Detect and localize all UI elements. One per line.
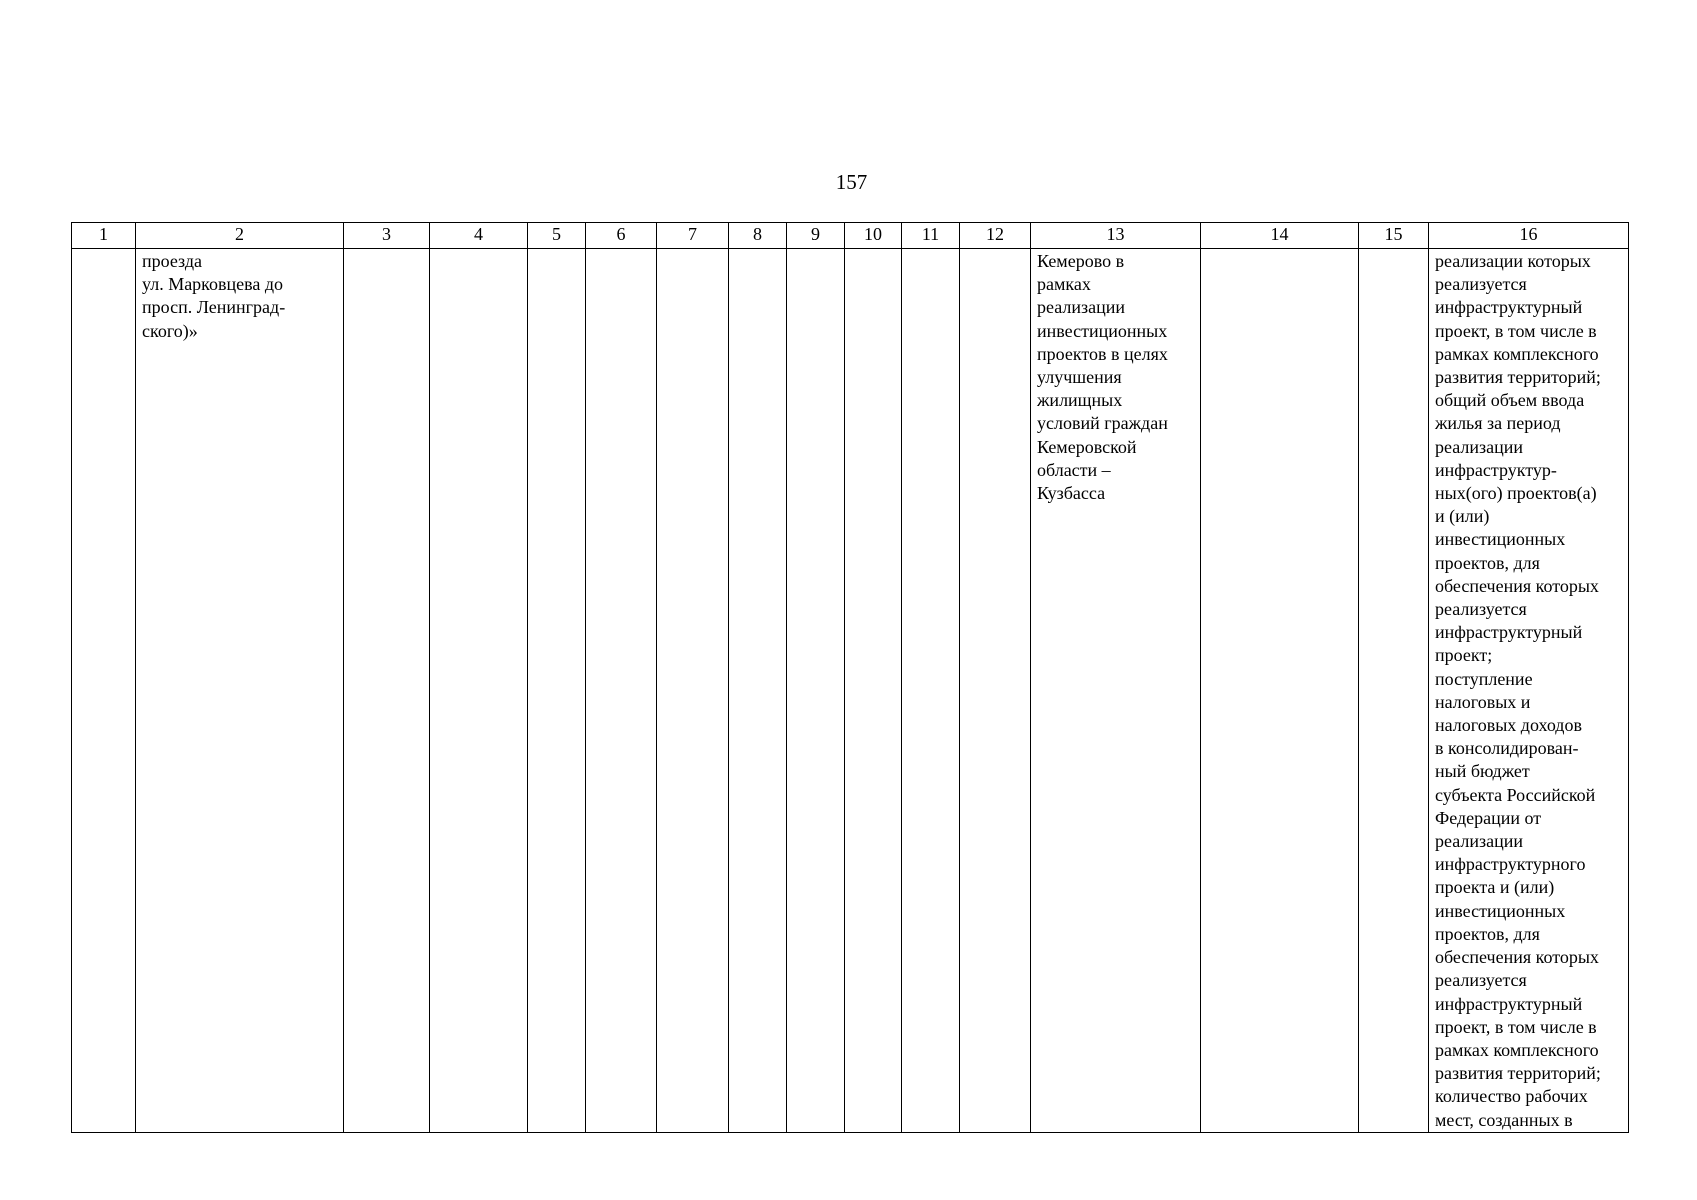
table-cell-col-6 bbox=[586, 249, 657, 1133]
column-header-10: 10 bbox=[845, 223, 902, 249]
document-table bbox=[71, 222, 1629, 1133]
table-header-row bbox=[72, 223, 1629, 249]
table-row bbox=[72, 249, 1629, 1133]
column-header-9: 9 bbox=[787, 223, 845, 249]
column-header-6: 6 bbox=[586, 223, 657, 249]
table-cell-col-13 bbox=[1031, 249, 1201, 1133]
column-header-3: 3 bbox=[344, 223, 430, 249]
project-goal-text: Кемерово в рамках реализации инвестиционных проектов в целях улучшения жилищных условий граждан Кемеровской области – Кузбасса bbox=[1037, 251, 1168, 504]
table-cell-col-7 bbox=[657, 249, 729, 1133]
column-header-13: 13 bbox=[1031, 223, 1201, 249]
table-cell-col-3 bbox=[344, 249, 430, 1133]
column-header-15: 15 bbox=[1359, 223, 1429, 249]
column-header-11: 11 bbox=[902, 223, 960, 249]
column-header-12: 12 bbox=[960, 223, 1031, 249]
table-cell-col-2 bbox=[136, 249, 344, 1133]
column-header-16: 16 bbox=[1429, 223, 1629, 249]
table-cell-col-10 bbox=[845, 249, 902, 1133]
table-cell-col-16 bbox=[1429, 249, 1629, 1133]
column-header-8: 8 bbox=[729, 223, 787, 249]
table-cell-col-15 bbox=[1359, 249, 1429, 1133]
table-cell-col-12 bbox=[960, 249, 1031, 1133]
table-cell-col-1 bbox=[72, 249, 136, 1133]
indicators-text: реализации которых реализуется инфраструктурный проект, в том числе в рамках комплексного развития территорий; общий объем ввода жилья за период реализации инфраструктур- ных(ого) проектов(а) и (или) инвестиционных проектов, для обеспечения которых реализуется инфраструктурный проект; поступление налоговых и налоговых доходов в консолидирован- ный бюджет субъекта Российской Федерации от реализации инфраструктурного проекта и (или) инвестиционных проектов, для обеспечения которых реализуется инфраструктурный проект, в том числе в рамках комплексного развития территорий; количество рабочих мест, созданных в bbox=[1435, 251, 1601, 1130]
table-cell-col-14 bbox=[1201, 249, 1359, 1133]
road-section-description: проезда ул. Марковцева до просп. Ленинград- ского)» bbox=[142, 251, 286, 341]
page-number: 157 bbox=[835, 170, 868, 194]
column-header-1: 1 bbox=[72, 223, 136, 249]
column-header-2: 2 bbox=[136, 223, 344, 249]
column-header-14: 14 bbox=[1201, 223, 1359, 249]
table-cell-col-8 bbox=[729, 249, 787, 1133]
table-cell-col-4 bbox=[430, 249, 528, 1133]
table-cell-col-5 bbox=[528, 249, 586, 1133]
column-header-7: 7 bbox=[657, 223, 729, 249]
table-cell-col-9 bbox=[787, 249, 845, 1133]
column-header-4: 4 bbox=[430, 223, 528, 249]
table-cell-col-11 bbox=[902, 249, 960, 1133]
column-header-5: 5 bbox=[528, 223, 586, 249]
